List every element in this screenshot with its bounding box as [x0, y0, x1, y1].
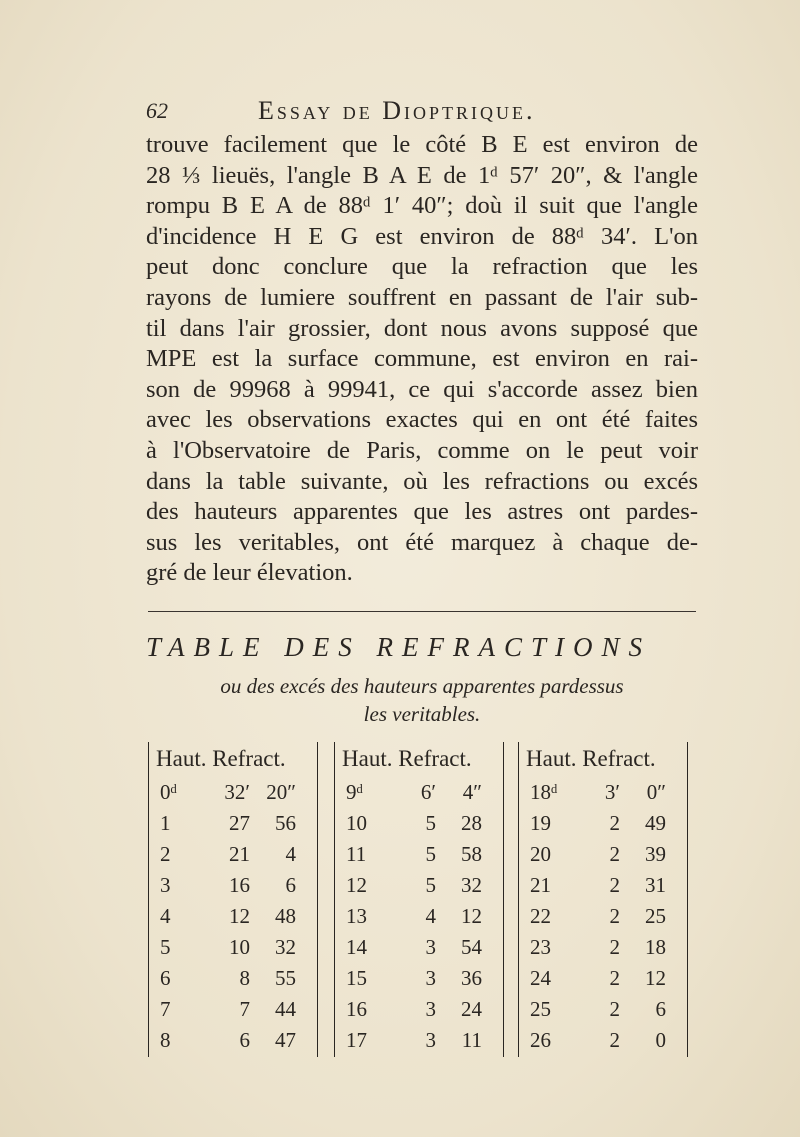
table-row — [334, 811, 504, 842]
text-line: à l'Observatoire de Paris, comme on le peut voir — [146, 436, 698, 464]
degree-cell: 24 — [530, 966, 551, 990]
seconds-cell: 12 — [461, 904, 482, 928]
seconds-cell: 4″ — [462, 780, 482, 804]
seconds-cell: 54 — [461, 935, 482, 959]
seconds-cell: 24 — [461, 997, 482, 1021]
seconds-cell: 49 — [645, 811, 666, 835]
text-line: MPE est la surface commune, est environ en rai- — [146, 345, 698, 373]
table-column — [518, 742, 688, 1057]
table-row — [518, 966, 688, 997]
minutes-cell: 2 — [609, 811, 620, 835]
column-header: Haut. Refract. — [156, 746, 286, 771]
minutes-cell: 3 — [425, 997, 436, 1021]
text-line: d'incidence H E G est environ de 88ᵈ 34′. L'on — [146, 222, 698, 250]
degree-cell: 15 — [346, 966, 367, 990]
minutes-cell: 3′ — [604, 780, 620, 804]
text-line: des hauteurs apparentes que les astres ont pardes- — [146, 498, 698, 526]
seconds-cell: 18 — [645, 935, 666, 959]
degree-cell: 21 — [530, 873, 551, 897]
minutes-cell: 2 — [609, 873, 620, 897]
page-number: 62 — [146, 98, 168, 123]
table-row — [334, 1028, 504, 1059]
minutes-cell: 6′ — [420, 780, 436, 804]
table-row — [334, 780, 504, 811]
minutes-cell: 27 — [229, 811, 250, 835]
table-row — [148, 966, 318, 997]
minutes-cell: 8 — [239, 966, 250, 990]
column-header: Haut. Refract. — [526, 746, 656, 771]
subtitle-line: ou des excés des hauteurs apparentes pardessus — [220, 674, 624, 698]
degree-cell: 11 — [346, 842, 367, 866]
degree-cell: 18ᵈ — [530, 780, 558, 804]
text-line: til dans l'air grossier, dont nous avons supposé que — [146, 314, 698, 342]
degree-cell: 12 — [346, 873, 367, 897]
seconds-cell: 0 — [655, 1028, 666, 1052]
minutes-cell: 2 — [609, 997, 620, 1021]
minutes-cell: 10 — [229, 935, 250, 959]
text-line: trouve facilement que le côté B E est environ de — [146, 131, 698, 158]
degree-cell: 7 — [160, 997, 171, 1021]
seconds-cell: 0″ — [646, 780, 666, 804]
degree-cell: 6 — [160, 966, 171, 990]
degree-cell: 22 — [530, 904, 551, 928]
running-title: Essay de Dioptrique. — [258, 96, 536, 125]
table-row — [148, 1028, 318, 1059]
table-row — [334, 904, 504, 935]
text-line: dans la table suivante, où les refractions ou excés — [146, 467, 698, 495]
seconds-cell: 25 — [645, 904, 666, 928]
degree-cell: 5 — [160, 935, 171, 959]
column-header: Haut. Refract. — [342, 746, 472, 771]
table-row — [148, 904, 318, 935]
minutes-cell: 2 — [609, 842, 620, 866]
table-row — [518, 1028, 688, 1059]
body-paragraph — [146, 130, 698, 589]
minutes-cell: 2 — [609, 935, 620, 959]
minutes-cell: 21 — [229, 842, 250, 866]
degree-cell: 14 — [346, 935, 367, 959]
degree-cell: 4 — [160, 904, 171, 928]
table-title: TABLE DES REFRACTIONS — [146, 632, 651, 662]
seconds-cell: 12 — [645, 966, 666, 990]
text-line: peut donc conclure que la refraction que les — [146, 253, 698, 281]
page-header — [146, 96, 706, 130]
minutes-cell: 3 — [425, 966, 436, 990]
table-row — [518, 873, 688, 904]
section-divider — [148, 611, 696, 612]
text-line: rompu B E A de 88ᵈ 1′ 40″; doù il suit que l'angle — [146, 192, 698, 220]
minutes-cell: 12 — [229, 904, 250, 928]
degree-cell: 26 — [530, 1028, 551, 1052]
seconds-cell: 6 — [285, 873, 296, 897]
seconds-cell: 6 — [655, 997, 666, 1021]
table-row — [148, 811, 318, 842]
degree-cell: 25 — [530, 997, 551, 1021]
minutes-cell: 5 — [425, 811, 436, 835]
table-row — [148, 997, 318, 1028]
seconds-cell: 39 — [645, 842, 666, 866]
degree-cell: 1 — [160, 811, 171, 835]
text-line: avec les observations exactes qui en ont été faites — [146, 406, 698, 434]
minutes-cell: 2 — [609, 1028, 620, 1052]
seconds-cell: 32 — [461, 873, 482, 897]
seconds-cell: 55 — [275, 966, 296, 990]
table-column — [148, 742, 318, 1057]
seconds-cell: 32 — [275, 935, 296, 959]
table-row — [334, 966, 504, 997]
table-row — [334, 935, 504, 966]
seconds-cell: 56 — [275, 811, 296, 835]
degree-cell: 0ᵈ — [160, 780, 178, 804]
degree-cell: 19 — [530, 811, 551, 835]
minutes-cell: 4 — [425, 904, 436, 928]
degree-cell: 13 — [346, 904, 367, 928]
refraction-table — [148, 742, 698, 1057]
seconds-cell: 48 — [275, 904, 296, 928]
seconds-cell: 58 — [461, 842, 482, 866]
table-subtitle — [146, 672, 698, 728]
text-line: 28 ⅓ lieuës, l'angle B A E de 1ᵈ 57′ 20″, & l'angle — [146, 161, 698, 189]
minutes-cell: 2 — [609, 904, 620, 928]
table-row — [148, 873, 318, 904]
table-row — [334, 997, 504, 1028]
minutes-cell: 3 — [425, 935, 436, 959]
seconds-cell: 11 — [461, 1028, 482, 1052]
minutes-cell: 32′ — [224, 780, 250, 804]
seconds-cell: 28 — [461, 811, 482, 835]
table-row — [334, 842, 504, 873]
degree-cell: 20 — [530, 842, 551, 866]
seconds-cell: 36 — [461, 966, 482, 990]
degree-cell: 17 — [346, 1028, 367, 1052]
table-row — [518, 811, 688, 842]
minutes-cell: 5 — [425, 842, 436, 866]
table-row — [148, 780, 318, 811]
table-row — [518, 904, 688, 935]
table-row — [518, 935, 688, 966]
seconds-cell: 44 — [275, 997, 296, 1021]
seconds-cell: 47 — [275, 1028, 296, 1052]
seconds-cell: 31 — [645, 873, 666, 897]
degree-cell: 10 — [346, 811, 367, 835]
degree-cell: 2 — [160, 842, 171, 866]
text-line: rayons de lumiere souffrent en passant de l'air sub- — [146, 283, 698, 311]
table-row — [518, 780, 688, 811]
degree-cell: 9ᵈ — [346, 780, 364, 804]
degree-cell: 16 — [346, 997, 367, 1021]
subtitle-line: les veritables. — [363, 702, 481, 726]
minutes-cell: 7 — [239, 997, 250, 1021]
minutes-cell: 16 — [229, 873, 250, 897]
degree-cell: 8 — [160, 1028, 171, 1052]
minutes-cell: 2 — [609, 966, 620, 990]
text-line: sus les veritables, ont été marquez à chaque de- — [146, 528, 698, 556]
table-row — [334, 873, 504, 904]
minutes-cell: 5 — [425, 873, 436, 897]
table-row — [518, 842, 688, 873]
text-line: gré de leur élevation. — [146, 559, 353, 587]
degree-cell: 23 — [530, 935, 551, 959]
table-row — [518, 997, 688, 1028]
table-column — [334, 742, 504, 1057]
seconds-cell: 20″ — [266, 780, 296, 804]
minutes-cell: 3 — [425, 1028, 436, 1052]
text-line: son de 99968 à 99941, ce qui s'accorde assez bien — [146, 375, 698, 403]
table-row — [148, 842, 318, 873]
seconds-cell: 4 — [285, 842, 296, 866]
table-row — [148, 935, 318, 966]
degree-cell: 3 — [160, 873, 171, 897]
minutes-cell: 6 — [239, 1028, 250, 1052]
